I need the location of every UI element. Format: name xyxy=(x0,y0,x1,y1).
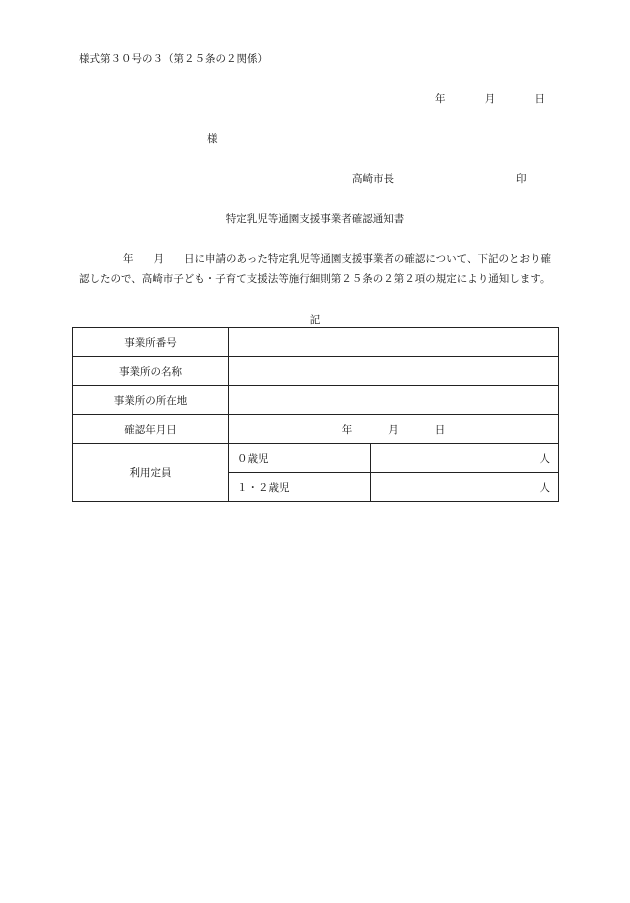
capacity-age-0: ０歳児 xyxy=(229,444,371,473)
issue-date-month: 月 xyxy=(484,93,496,105)
table-row xyxy=(73,444,559,473)
capacity-unit-0: 人 xyxy=(371,444,559,473)
info-table xyxy=(72,327,559,502)
row-label-office-address: 事業所の所在地 xyxy=(73,386,229,415)
confirm-date-value xyxy=(229,415,559,444)
office-name-value xyxy=(229,357,559,386)
capacity-age-1-2: １・２歳児 xyxy=(229,473,371,502)
note-label: 記 xyxy=(309,314,321,326)
issue-date-year: 年 xyxy=(435,93,446,105)
row-label-capacity: 利用定員 xyxy=(73,444,229,502)
confirm-date-year: 年 xyxy=(341,423,353,436)
table-row xyxy=(73,328,559,357)
table-row xyxy=(73,386,559,415)
confirm-date-day: 日 xyxy=(434,423,446,436)
table-row xyxy=(73,415,559,444)
capacity-unit-1-2: 人 xyxy=(371,473,559,502)
seal-mark: 印 xyxy=(516,173,527,185)
issuer-name: 高崎市長 xyxy=(352,173,394,185)
confirm-date-month: 月 xyxy=(388,423,399,436)
row-label-office-name: 事業所の名称 xyxy=(73,357,229,386)
office-number-value xyxy=(229,328,559,357)
form-number: 様式第３０号の３（第２５条の２関係） xyxy=(79,53,268,65)
office-address-value xyxy=(229,386,559,415)
table-row xyxy=(73,357,559,386)
addressee-suffix: 様 xyxy=(207,133,218,145)
body-text: 日に申請のあった特定乳児等通園支援事業者の確認について、下記のとおり確認したので、高崎市子ども・子育て支援法等施行細則第２５条の２第２項の規定により通知します。 xyxy=(79,253,551,285)
body-year: 年 xyxy=(123,253,134,265)
body-paragraph xyxy=(79,250,557,289)
document-title: 特定乳児等通園支援事業者確認通知書 xyxy=(225,213,405,225)
issue-date xyxy=(435,91,545,106)
issue-date-day: 日 xyxy=(534,93,545,105)
row-label-office-number: 事業所番号 xyxy=(73,328,229,357)
body-month: 月 xyxy=(153,253,164,265)
row-label-confirm-date: 確認年月日 xyxy=(73,415,229,444)
